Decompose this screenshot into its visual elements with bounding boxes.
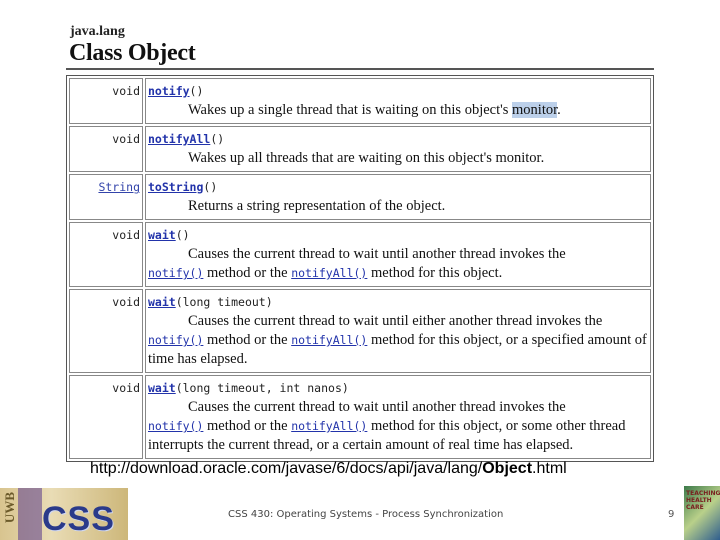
highlighted-word: monitor — [512, 102, 558, 118]
method-row-tostring — [69, 174, 651, 220]
return-type: void — [69, 222, 143, 287]
method-row-wait-timeout — [69, 289, 651, 373]
source-url[interactable]: http://download.oracle.com/javase/6/docs/api/java/lang/Object.html — [90, 460, 567, 477]
return-type: void — [69, 375, 143, 459]
method-link-notify[interactable]: notify — [148, 84, 190, 98]
method-row-notifyall — [69, 126, 651, 172]
return-type: void — [69, 78, 143, 124]
method-description: Causes the current thread to wait until another thread invokes the — [188, 246, 566, 262]
method-cell — [145, 174, 651, 220]
slide-footer: CSS 430: Operating Systems - Process Synchronization — [228, 509, 504, 520]
method-params: (long timeout) — [175, 295, 273, 309]
method-description: Returns a string representation of the object. — [188, 198, 446, 214]
logo-uwb-text: UWB — [2, 492, 17, 524]
method-row-wait — [69, 222, 651, 287]
logo-css-text: CSS — [42, 500, 115, 538]
method-params: () — [210, 132, 225, 146]
method-description-cont: notify() method or the notifyAll() method for this object, or some other thread interrupts the current thread, or a certain amount of real time has elapsed. — [148, 418, 626, 453]
method-description-cont: notify() method or the notifyAll() method for this object. — [148, 265, 503, 281]
method-params: (long timeout, int nanos) — [175, 381, 349, 395]
method-link-tostring[interactable]: toString — [148, 180, 204, 194]
notify-link[interactable]: notify() — [148, 266, 204, 280]
method-link-wait-timeout-nanos[interactable]: wait — [148, 381, 176, 395]
package-name: java.lang — [70, 24, 125, 39]
notify-link[interactable]: notify() — [148, 333, 204, 347]
notify-link[interactable]: notify() — [148, 419, 204, 433]
method-description: Causes the current thread to wait until either another thread invokes the — [188, 313, 603, 329]
logo-right-text: TEACHING HEALTH CARE — [686, 490, 720, 511]
notifyall-link[interactable]: notifyAll() — [291, 419, 368, 433]
class-title: Class Object — [69, 40, 196, 66]
method-link-wait[interactable]: wait — [148, 228, 176, 242]
right-corner-logo — [684, 486, 720, 540]
method-link-notifyall[interactable]: notifyAll — [148, 132, 211, 146]
return-type: void — [69, 126, 143, 172]
method-description-cont: notify() method or the notifyAll() method for this object, or a specified amount of time has elapsed. — [148, 332, 647, 367]
method-row-wait-timeout-nanos — [69, 375, 651, 459]
method-description: Wakes up all threads that are waiting on this object's monitor. — [188, 150, 545, 166]
return-type-link[interactable]: String — [69, 174, 143, 220]
method-cell — [145, 126, 651, 172]
notifyall-link[interactable]: notifyAll() — [291, 333, 368, 347]
logo-bar — [18, 488, 42, 540]
title-divider — [66, 68, 654, 70]
uwb-css-logo — [0, 488, 128, 540]
method-description: Wakes up a single thread that is waiting on this object's monitor. — [188, 102, 561, 118]
method-link-wait-timeout[interactable]: wait — [148, 295, 176, 309]
method-params: () — [175, 228, 190, 242]
method-cell — [145, 289, 651, 373]
method-description: Causes the current thread to wait until another thread invokes the — [188, 399, 566, 415]
method-cell — [145, 222, 651, 287]
method-cell — [145, 78, 651, 124]
method-summary-table — [66, 75, 654, 462]
notifyall-link[interactable]: notifyAll() — [291, 266, 368, 280]
method-params: () — [189, 84, 204, 98]
page-number: 9 — [668, 509, 675, 520]
return-type: void — [69, 289, 143, 373]
method-row-notify — [69, 78, 651, 124]
method-params: () — [203, 180, 218, 194]
method-cell — [145, 375, 651, 459]
